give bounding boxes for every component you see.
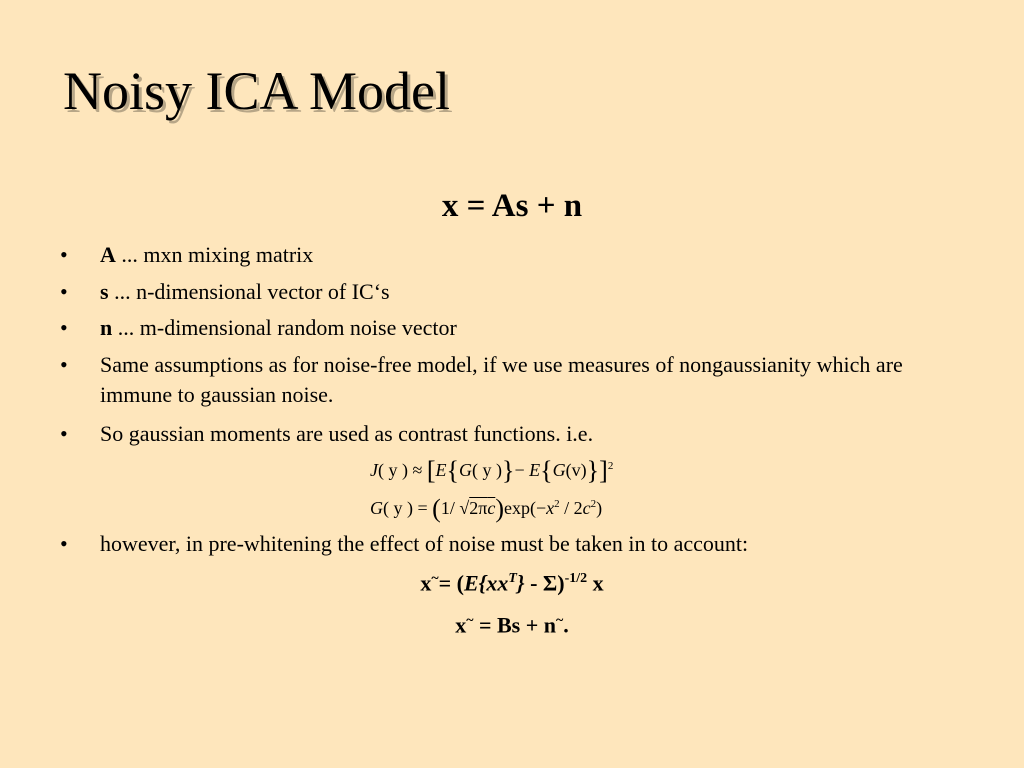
formula-text: − bbox=[514, 460, 530, 480]
equation-tilde: ~ bbox=[466, 613, 474, 628]
formula-bracket: ] bbox=[599, 456, 608, 485]
formula-brace: } bbox=[502, 456, 515, 485]
equation-part: } bbox=[516, 570, 525, 596]
formula-symbol: E bbox=[435, 460, 447, 480]
bullet-body: ... n-dimensional vector of IC‘s bbox=[108, 279, 390, 304]
equation-part: . bbox=[563, 612, 569, 638]
bullet-text bbox=[100, 277, 940, 307]
formula-brace: { bbox=[446, 456, 460, 485]
bullet-marker: • bbox=[60, 279, 68, 304]
formula-text: ) bbox=[596, 498, 603, 518]
bullet-marker: • bbox=[60, 421, 68, 446]
formula-text: ( y ) bbox=[472, 460, 503, 480]
bullet-text: Same assumptions as for noise-free model, if we use measures of nongaussianity which are immune to gaussian noise. bbox=[100, 352, 903, 407]
formula-text: 1/ bbox=[440, 498, 460, 518]
formula-text: / 2 bbox=[559, 498, 583, 518]
formula-bracket: [ bbox=[426, 456, 436, 485]
bullet-lead: s bbox=[100, 279, 109, 304]
formula-text: ( y ) ≈ bbox=[378, 460, 427, 480]
bullet-text bbox=[100, 240, 940, 270]
bullet-marker: • bbox=[60, 531, 68, 556]
formula-brace: { bbox=[540, 456, 553, 485]
equation-tilde: ~ bbox=[556, 613, 564, 628]
equation-transpose: T bbox=[508, 571, 517, 586]
formula-symbol: G bbox=[459, 460, 473, 480]
formula-exponent: 2 bbox=[554, 498, 560, 510]
formula-exponent: 2 bbox=[590, 498, 597, 510]
formula-text: exp(− bbox=[503, 498, 547, 518]
equation-exponent: -1/2 bbox=[564, 571, 588, 586]
formula-exponent: 2 bbox=[607, 460, 614, 472]
formula-j bbox=[370, 458, 613, 484]
formula-symbol: G bbox=[370, 498, 383, 518]
equation-part: x bbox=[587, 570, 604, 596]
bullet-text: however, in pre-whitening the effect of noise must be taken in to account: bbox=[100, 531, 749, 556]
formula-paren: ) bbox=[495, 494, 504, 523]
slide-title: Noisy ICA Model bbox=[63, 61, 451, 121]
formula-brace: } bbox=[586, 456, 600, 485]
formula-symbol: $\overline{c}$ bbox=[487, 498, 496, 518]
equation-tilde: ~ bbox=[431, 571, 439, 586]
equation-part: = ( bbox=[438, 570, 464, 596]
bullet-body: ... mxn mixing matrix bbox=[115, 242, 314, 267]
formula-symbol: G bbox=[552, 460, 566, 480]
formula-sqrt: √ bbox=[459, 498, 470, 518]
bullet-body: ... m-dimensional random noise vector bbox=[112, 315, 457, 340]
equation-expectation: E{xx bbox=[463, 570, 509, 596]
bullet-text bbox=[100, 313, 940, 343]
formula-text: 2π bbox=[469, 498, 488, 518]
bullet-marker: • bbox=[60, 315, 68, 340]
equation-part: x bbox=[420, 570, 432, 596]
formula-g bbox=[370, 496, 602, 522]
bullet-marker: • bbox=[60, 242, 68, 267]
formula-paren: ( bbox=[432, 494, 441, 523]
formula-text: (v) bbox=[565, 460, 587, 480]
formula-symbol: x bbox=[546, 498, 555, 518]
formula-text: ( y ) = bbox=[383, 498, 433, 518]
formula-symbol: E bbox=[529, 460, 541, 480]
main-equation: x = As + n bbox=[441, 188, 583, 224]
bullet-lead: n bbox=[100, 315, 113, 340]
whitening-equation bbox=[0, 572, 1024, 594]
bullet-marker: • bbox=[60, 352, 68, 377]
equation-part: = Bs + n bbox=[473, 612, 557, 638]
formula-symbol: J bbox=[370, 460, 378, 480]
bullet-lead: A bbox=[100, 242, 116, 267]
equation-part: x bbox=[455, 612, 467, 638]
equation-part: - Σ) bbox=[524, 570, 565, 596]
bullet-text: So gaussian moments are used as contrast functions. i.e. bbox=[100, 421, 594, 446]
formula-symbol: c bbox=[582, 498, 591, 518]
model-equation bbox=[0, 614, 1024, 636]
